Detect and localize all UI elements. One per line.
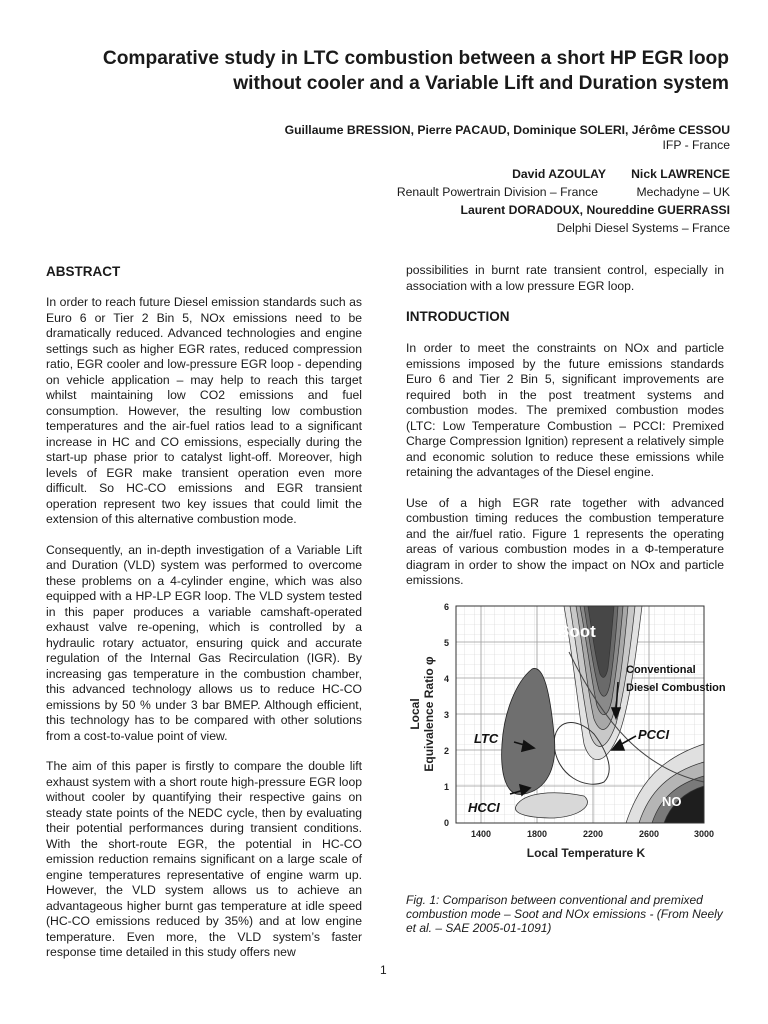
no-label: NO [662,794,682,809]
x-tick-2200: 2200 [582,829,604,839]
paper-title [44,46,729,96]
mechadyne-author: Nick LAWRENCE [631,167,730,181]
y-tick-4: 4 [443,674,449,684]
abstract-paragraph-1: In order to reach future Diesel emission standards such as Euro 6 or Tier 2 Bin 5, NOx emissions need to be dramatically reduced. Advanced technologies and engine settings such as higher EGR rates, reduced compression ratio, EGR cooler and low-pressure EGR loop - depending on vehicle application – may help to reach this target whilst maintaining low CO2 emissions and fuel consumption. However, the resulting low combustion temperatures and the air-fuel ratios lead to a significant increase in HC and CO emissions, especially during the start-up phase prior to catalyst light-off. Moreover, high levels of EGR make transient operation even more difficult. So HC-CO emissions and EGR transient operation represent two key issues that could limit the extension of this alternative combustion mode. [46,295,362,526]
right-column-top [406,263,724,294]
ltc-label: LTC [474,731,499,746]
y-axis-label-line-2: Equivalence Ratio φ [422,656,436,772]
delphi-authors: Laurent DORADOUX, Noureddine GUERRASSI [460,203,730,217]
introduction-body [406,341,724,589]
x-axis-label: Local Temperature K [526,846,646,860]
conventional-label-line-1: Conventional [626,664,696,676]
conventional-label-line-2: Diesel Combustion [626,682,726,694]
intro-paragraph-1: In order to meet the constraints on NOx and particle emissions imposed by the future emissions standards Euro 6 and Tier 2 Bin 5, significant improvements are required both in the post treatment systems and combustion modes. The premixed combustion modes (LTC: Low Temperature Combustion – PCCI: Premixed Charge Compression Ignition) represent a relatively simple and economic solution to reduce these emissions while retaining the advantages of the Diesel engine. [406,341,724,479]
delphi-affiliation: Delphi Diesel Systems – France [556,221,730,235]
y-tick-1: 1 [443,782,449,792]
y-tick-0: 0 [443,818,449,828]
x-tick-labels [471,829,714,839]
ifp-affiliation: IFP - France [662,138,730,152]
y-tick-5: 5 [443,638,449,648]
y-axis-label-line-1: Local [408,698,422,730]
y-tick-6: 6 [443,602,449,612]
hcci-label: HCCI [468,800,500,815]
abstract-paragraph-2: Consequently, an in-depth investigation of a Variable Lift and Duration (VLD) system was performed to overcome these problems on a 4-cylinder engine, which was also equipped with a HP-LP EGR loop. The VLD system tested in this paper produces a variable camshaft-operated exhaust valve re-opening, which is controlled by a hydraulic rotary actuator, ensuring quick and accurate regulation of the Internal Gas Recirculation (IGR). By increasing gas temperature in the combustion chamber, this advanced technology allows us to reduce HC-CO emissions by 50 % under 3 bar BMEP. Although efficient, this technology has to be compared with other solutions from a cost-to-value point of view. [46,542,362,743]
abstract-continuation: possibilities in burnt rate transient control, especially in association with a low pressure EGR loop. [406,263,724,293]
soot-label: Soot [558,622,596,641]
y-tick-2: 2 [443,746,449,756]
figure-caption: Fig. 1: Comparison between conventional and premixed combustion mode – Soot and NOx emissions - (From Neely et al. – SAE 2005-01-1091) [406,893,723,935]
renault-affiliation: Renault Powertrain Division – France [396,185,598,199]
title-line-1: Comparative study in LTC combustion between a short HP EGR loop [102,48,729,69]
figure-1-diagram [404,594,734,866]
mechadyne-affiliation: Mechadyne – UK [636,185,730,199]
renault-author: David AZOULAY [512,167,606,181]
x-tick-1400: 1400 [470,829,492,839]
page-number: 1 [380,963,387,977]
title-line-2: without cooler and a Variable Lift and Duration system [233,73,729,94]
x-tick-2600: 2600 [638,829,660,839]
abstract-heading: ABSTRACT [46,264,121,279]
intro-paragraph-2: Use of a high EGR rate together with advanced combustion timing reduces the combustion temperature and the air/fuel ratio. Figure 1 represents the operating areas of various combustion modes in a Φ-temperature diagram in order to show the impact on NOx and particle emissions. [406,495,724,587]
abstract-paragraph-3: The aim of this paper is firstly to compare the double lift exhaust system with a short route high-pressure EGR loop without cooler by quantifying their respective gains on steady state points of the NEDC cycle, then by evaluating their potential performances during transient conditions. With the short-route EGR, the potential in HC-CO emission reduction remains significant on a large scale of engine temperatures representative of engine warm up. However, the VLD system allows us to achieve an advantageous higher burnt gas temperature at idle speed (HC-CO emissions reduced by 35%) and at low engine temperature. Even more, the VLD system’s faster response time detailed in this study offers new [46,759,362,959]
y-tick-3: 3 [443,710,449,720]
pcci-label: PCCI [638,727,670,742]
x-tick-1800: 1800 [526,829,548,839]
y-tick-labels [444,602,449,828]
introduction-heading: INTRODUCTION [406,309,510,324]
ifp-authors: Guillaume BRESSION, Pierre PACAUD, Dominique SOLERI, Jérôme CESSOU [284,123,730,137]
abstract-body [46,295,362,961]
x-tick-3000: 3000 [693,829,715,839]
